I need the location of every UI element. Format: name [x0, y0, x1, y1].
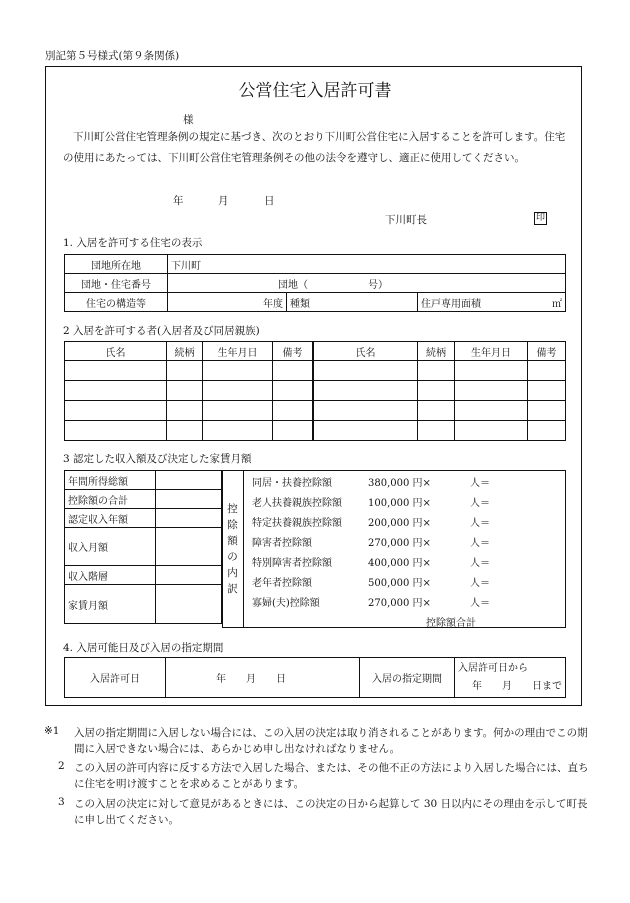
section2-heading: 2 入居を許可する者(入居者及び同居親族)	[63, 325, 260, 337]
col-note-2: 備考	[528, 342, 566, 361]
addressee-suffix: 様	[183, 114, 194, 126]
date-day: 日	[264, 195, 275, 207]
section4-heading: 4. 入居可能日及び入居の指定期間	[63, 642, 224, 654]
deduction-persons: 人＝	[470, 558, 490, 569]
period-value: 入居許可日から 年 月 日まで	[455, 658, 566, 698]
note-text: この入居の決定に対して意見があるときには、この決定の日から起算して 30 日以内にその理由を示して町長に申し出てください。	[74, 798, 588, 826]
annual-income-label: 年間所得総額	[65, 471, 156, 490]
deduction-amount: 200,000 円×	[368, 518, 431, 529]
deduction-name: 特定扶養親族控除額	[252, 518, 342, 529]
area-unit: ㎡	[536, 293, 565, 312]
deduction-amount: 400,000 円×	[368, 558, 431, 569]
col-dob-2: 生年月日	[455, 342, 528, 361]
deduction-name: 障害者控除額	[252, 538, 312, 549]
recognized-income-label: 認定収入年額	[65, 509, 156, 528]
deduction-persons: 人＝	[470, 598, 490, 609]
deduction-amount: 380,000 円×	[368, 478, 431, 489]
area-label: 住戸専用面積	[418, 293, 537, 312]
date-year: 年	[173, 195, 184, 207]
deduction-persons: 人＝	[470, 578, 490, 589]
deduction-name: 老年者控除額	[252, 578, 312, 589]
deduction-amount: 270,000 円×	[368, 538, 431, 549]
col-name-2: 氏名	[313, 342, 418, 361]
col-rel-1: 続柄	[167, 342, 203, 361]
monthly-income-label: 収入月額	[65, 528, 156, 566]
section2-table	[64, 341, 566, 441]
col-rel-2: 続柄	[418, 342, 455, 361]
deduction-amount: 500,000 円×	[368, 578, 431, 589]
deduction-persons: 人＝	[470, 538, 490, 549]
deduction-persons: 人＝	[470, 498, 490, 509]
note-mark: 3	[58, 796, 65, 808]
section3-left-table	[64, 470, 222, 624]
table-row	[65, 401, 566, 421]
deduction-name: 特別障害者控除額	[252, 558, 332, 569]
table-row	[65, 421, 566, 441]
deduction-name: 老人扶養親族控除額	[252, 498, 342, 509]
col-name-1: 氏名	[65, 342, 167, 361]
section1-table	[64, 254, 566, 312]
loc-value: 下川町	[168, 255, 566, 274]
col-note-1: 備考	[273, 342, 314, 361]
date-month: 月	[218, 195, 229, 207]
deduction-total: 控除額合計	[426, 618, 476, 629]
body-text: 下川町公営住宅管理条例の規定に基づき、次のとおり下川町公営住宅に入居することを許可します。住宅の使用にあたっては、下川町公営住宅管理条例その他の法令を遵守し、適正に使用してください。	[63, 131, 566, 164]
section1-heading: 1. 入居を許可する住宅の表示	[63, 237, 203, 249]
col-dob-1: 生年月日	[203, 342, 273, 361]
table-row	[65, 381, 566, 401]
deduction-total-label: 控除額の合計	[65, 490, 156, 509]
section4-table	[64, 657, 566, 698]
nendo: 年度	[168, 293, 287, 312]
deduction-amount: 100,000 円×	[368, 498, 431, 509]
deduction-amount: 270,000 円×	[368, 598, 431, 609]
num-value: 団地（ 号）	[168, 274, 566, 293]
permit-date-label: 入居許可日	[65, 658, 166, 698]
note-text: この入居の許可内容に反する方法で入居した場合、または、その他不正の方法により入居した場合には、直ちに住宅を明け渡すことを求めることがあります。	[74, 762, 589, 790]
deduction-name: 寡婦(夫)控除額	[252, 598, 320, 609]
issuer: 下川町長	[385, 214, 427, 226]
loc-label: 団地所在地	[65, 255, 168, 274]
shurui: 種類	[287, 293, 418, 312]
form-label: 別記第５号様式(第９条関係)	[45, 50, 180, 62]
table-row	[65, 361, 566, 381]
period-label: 入居の指定期間	[360, 658, 455, 698]
num-label: 団地・住宅番号	[65, 274, 168, 293]
deduction-vertical-label: 控 除 額 の 内 訳	[222, 470, 244, 628]
deduction-persons: 人＝	[470, 518, 490, 529]
deduction-name: 同居・扶養控除額	[252, 478, 332, 489]
note-mark: ※1	[44, 725, 60, 737]
rent-label: 家賃月額	[65, 585, 156, 624]
deduction-persons: 人＝	[470, 478, 490, 489]
struct-label: 住宅の構造等	[65, 293, 168, 312]
permit-date-value: 年 月 日	[166, 658, 360, 698]
note-mark: 2	[58, 760, 65, 772]
seal-mark: 印	[536, 213, 546, 223]
note-text: 入居の指定期間に入居しない場合には、この入居の決定は取り消されることがあります。何かの理由でこの期間に入居できない場合には、あらかじめ申し出なければなりません。	[74, 727, 588, 755]
section3-heading: 3 認定した収入額及び決定した家賃月額	[63, 453, 252, 465]
page-title: 公営住宅入居許可書	[238, 81, 392, 101]
income-bracket-label: 収入階層	[65, 566, 156, 585]
